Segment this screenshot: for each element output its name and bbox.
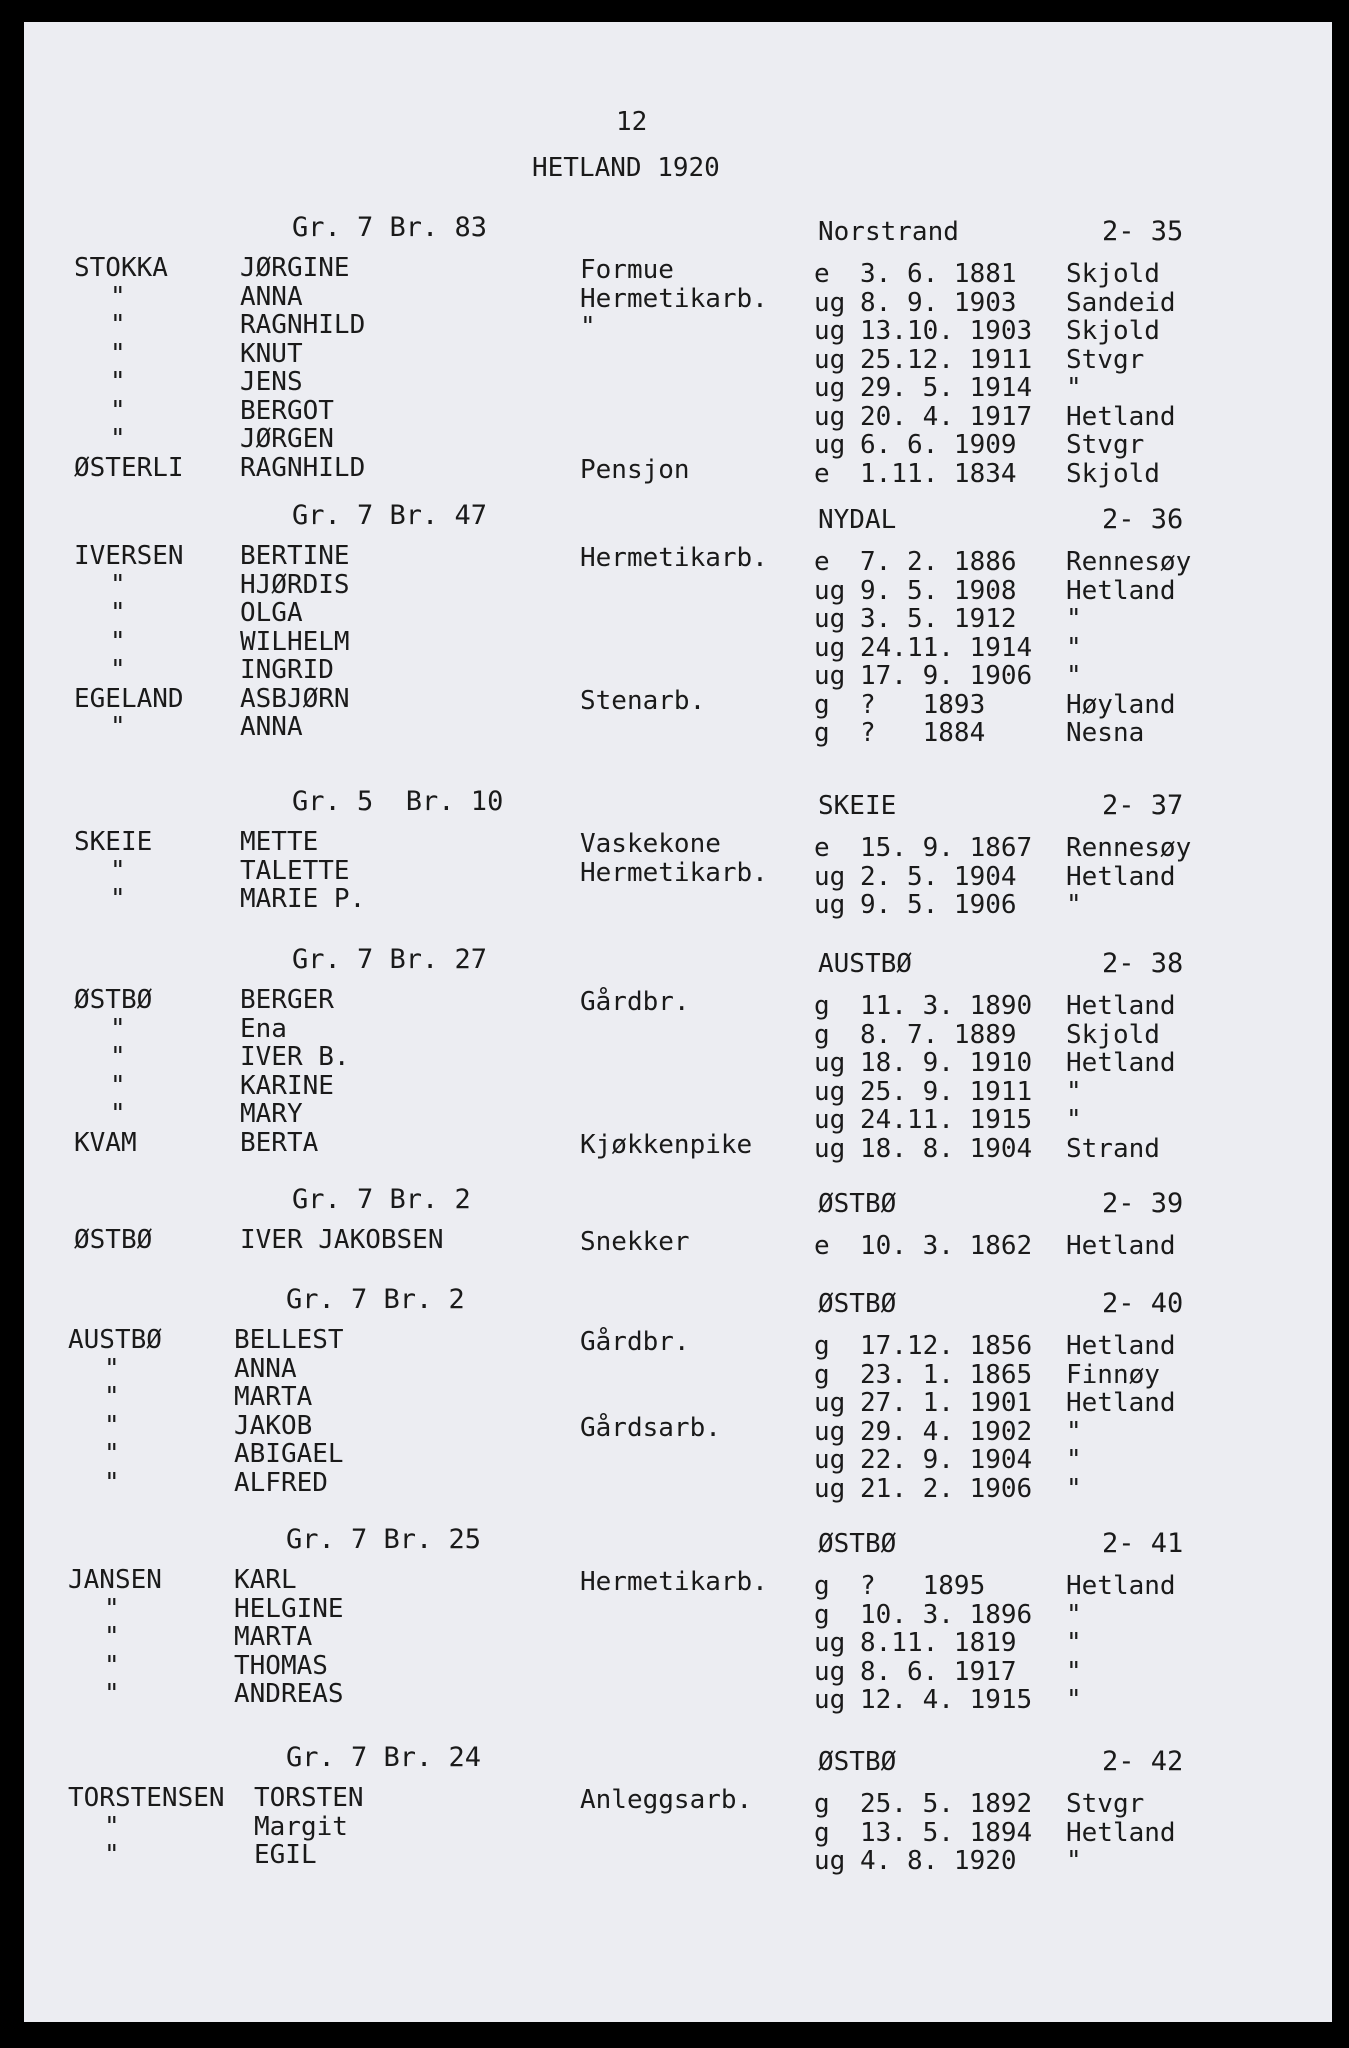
person-birthplace: Hetland (1066, 1817, 1176, 1848)
person-birthplace: Hetland (1066, 1388, 1176, 1418)
person-surname: " (104, 1622, 120, 1652)
person-birthplace: " (1066, 1628, 1082, 1658)
page-title: HETLAND 1920 (532, 153, 720, 183)
place-name: NYDAL (818, 505, 897, 535)
person-birth-date: 27. 1. 1901 (860, 1388, 1033, 1418)
person-given-name: JENS (240, 367, 303, 397)
person-marital-status: g (814, 1789, 830, 1819)
person-given-name: ANNA (240, 712, 303, 742)
person-birth-date: ? 1884 (860, 718, 986, 748)
person-occupation: Gårdsarb. (580, 1412, 721, 1443)
person-birth-date: 20. 4. 1917 (860, 401, 1033, 432)
person-birth-date: 22. 9. 1904 (860, 1445, 1033, 1475)
person-surname: " (110, 712, 126, 742)
person-birth-date: 3. 5. 1912 (860, 604, 1017, 634)
person-marital-status: g (814, 991, 830, 1021)
person-birthplace: Rennesøy (1066, 833, 1192, 863)
person-marital-status: g (814, 1817, 830, 1848)
person-given-name: ANNA (234, 1353, 297, 1384)
person-marital-status: ug (814, 1133, 846, 1164)
person-birthplace: Hetland (1066, 861, 1176, 892)
place-name: ØSTBØ (818, 1529, 897, 1559)
register-number: 2- 36 (1102, 504, 1184, 535)
person-surname: " (110, 1070, 126, 1101)
person-marital-status: e (814, 833, 830, 863)
person-marital-status: g (814, 718, 830, 748)
place-name: ØSTBØ (818, 1189, 897, 1219)
person-given-name: RAGNHILD (240, 452, 366, 483)
person-given-name: JØRGINE (240, 253, 350, 283)
person-given-name: BERGOT (240, 395, 334, 426)
person-surname: IVERSEN (74, 541, 184, 571)
person-given-name: MARTA (234, 1382, 313, 1412)
person-birth-date: 3. 6. 1881 (860, 259, 1017, 289)
person-given-name: KNUT (240, 338, 303, 369)
person-marital-status: ug (814, 1473, 846, 1504)
person-given-name: BERTA (240, 1127, 319, 1158)
person-given-name: METTE (240, 827, 319, 857)
person-given-name: TORSTEN (254, 1783, 364, 1813)
person-marital-status: ug (814, 890, 846, 920)
group-number: Gr. 7 Br. 83 (292, 212, 488, 243)
person-occupation: Vaskekone (580, 829, 721, 859)
person-surname: " (110, 598, 126, 628)
person-surname: " (110, 395, 126, 426)
person-birth-date: 4. 8. 1920 (860, 1846, 1017, 1876)
person-marital-status: ug (814, 1048, 846, 1078)
place-name: ØSTBØ (818, 1747, 897, 1777)
person-surname: EGELAND (74, 683, 184, 714)
person-occupation: Formue (580, 255, 674, 285)
person-marital-status: ug (814, 1628, 846, 1658)
person-birthplace: Rennesøy (1066, 547, 1192, 577)
person-surname: " (104, 1840, 120, 1870)
person-surname: ØSTBØ (74, 985, 153, 1015)
place-name: ØSTBØ (818, 1289, 897, 1319)
person-birthplace: Nesna (1066, 718, 1145, 748)
person-birth-date: 24.11. 1914 (860, 632, 1033, 663)
person-surname: " (104, 1593, 120, 1624)
person-occupation: Gårdbr. (580, 1327, 690, 1357)
person-marital-status: g (814, 1571, 830, 1601)
person-birthplace: Hetland (1066, 1231, 1176, 1261)
person-given-name: MARIE P. (240, 884, 366, 914)
person-birth-date: 10. 3. 1862 (860, 1231, 1033, 1261)
person-given-name: ALFRED (234, 1467, 328, 1498)
person-birth-date: 7. 2. 1886 (860, 547, 1017, 577)
person-surname: " (110, 569, 126, 600)
person-birth-date: 18. 9. 1910 (860, 1048, 1033, 1078)
person-birthplace: " (1066, 1076, 1082, 1107)
person-birthplace: Skjold (1066, 458, 1160, 489)
person-given-name: ASBJØRN (240, 683, 350, 714)
person-given-name: KARL (234, 1565, 297, 1595)
person-birthplace: " (1066, 1656, 1082, 1687)
person-marital-status: ug (814, 287, 846, 318)
person-surname: " (110, 1099, 126, 1129)
person-birthplace: Sandeid (1066, 287, 1176, 318)
person-given-name: INGRID (240, 655, 334, 685)
person-birthplace: Hetland (1066, 991, 1176, 1021)
person-marital-status: e (814, 547, 830, 577)
person-surname: " (104, 1353, 120, 1384)
person-given-name: KARINE (240, 1070, 334, 1101)
person-surname: " (110, 626, 126, 657)
person-marital-status: e (814, 458, 830, 489)
register-number: 2- 35 (1102, 216, 1184, 247)
person-birth-date: 25. 5. 1892 (860, 1789, 1033, 1819)
person-surname: " (110, 1013, 126, 1044)
person-birthplace: Hetland (1066, 1331, 1176, 1361)
person-given-name: WILHELM (240, 626, 350, 657)
person-marital-status: e (814, 1231, 830, 1261)
person-surname: " (104, 1811, 120, 1842)
person-birthplace: " (1066, 1445, 1082, 1475)
person-marital-status: ug (814, 575, 846, 606)
person-marital-status: e (814, 259, 830, 289)
person-occupation: Hermetikarb. (580, 283, 768, 314)
person-given-name: JØRGEN (240, 424, 334, 454)
person-birthplace: Finnøy (1066, 1359, 1160, 1390)
person-birth-date: 13. 5. 1894 (860, 1817, 1033, 1848)
person-birth-date: 24.11. 1915 (860, 1105, 1033, 1135)
person-occupation: Anleggsarb. (580, 1785, 753, 1815)
person-birthplace: Stvgr (1066, 344, 1145, 375)
place-name: AUSTBØ (818, 949, 912, 979)
page-number: 12 (616, 107, 648, 137)
person-surname: " (104, 1679, 120, 1709)
person-surname: AUSTBØ (68, 1325, 162, 1355)
person-birthplace: " (1066, 1685, 1082, 1715)
person-marital-status: ug (814, 1656, 846, 1687)
person-birthplace: Strand (1066, 1133, 1160, 1164)
person-surname: " (110, 424, 126, 454)
person-birth-date: 17.12. 1856 (860, 1331, 1033, 1361)
register-number: 2- 40 (1102, 1288, 1184, 1319)
person-given-name: TALETTE (240, 855, 350, 886)
group-number: Gr. 7 Br. 2 (292, 1184, 471, 1215)
register-number: 2- 42 (1102, 1746, 1184, 1777)
person-birthplace: " (1066, 1105, 1082, 1135)
person-surname: " (104, 1410, 120, 1441)
person-birth-date: 23. 1. 1865 (860, 1359, 1033, 1390)
person-marital-status: ug (814, 1076, 846, 1107)
person-occupation: Kjøkkenpike (580, 1129, 753, 1160)
person-surname: " (110, 855, 126, 886)
person-surname: ØSTERLI (74, 452, 184, 483)
person-birthplace: " (1066, 373, 1082, 403)
group-number: Gr. 7 Br. 25 (286, 1524, 482, 1555)
person-occupation: Stenarb. (580, 685, 706, 716)
person-surname: " (104, 1439, 120, 1469)
person-birthplace: Skjold (1066, 316, 1160, 346)
person-birthplace: " (1066, 1416, 1082, 1447)
person-birthplace: Høyland (1066, 689, 1176, 720)
person-marital-status: ug (814, 861, 846, 892)
person-surname: ØSTBØ (74, 1225, 153, 1255)
person-birthplace: Stvgr (1066, 1789, 1145, 1819)
person-birth-date: 12. 4. 1915 (860, 1685, 1033, 1715)
person-birth-date: 1.11. 1834 (860, 458, 1017, 489)
person-given-name: Margit (254, 1811, 348, 1842)
person-given-name: MARTA (234, 1622, 313, 1652)
group-number: Gr. 5 Br. 10 (292, 786, 504, 817)
person-marital-status: g (814, 1331, 830, 1361)
person-birth-date: 9. 5. 1908 (860, 575, 1017, 606)
person-marital-status: g (814, 689, 830, 720)
person-marital-status: ug (814, 401, 846, 432)
register-number: 2- 41 (1102, 1528, 1184, 1559)
person-given-name: BELLEST (234, 1325, 344, 1355)
person-birth-date: 8. 9. 1903 (860, 287, 1017, 318)
person-occupation: Hermetikarb. (580, 543, 768, 573)
person-birthplace: " (1066, 1846, 1082, 1876)
person-surname: KVAM (74, 1127, 137, 1158)
person-given-name: IVER B. (240, 1042, 350, 1072)
person-marital-status: g (814, 1359, 830, 1390)
person-surname: " (110, 655, 126, 685)
person-birth-date: 8.11. 1819 (860, 1628, 1017, 1658)
register-number: 2- 37 (1102, 790, 1184, 821)
person-marital-status: g (814, 1019, 830, 1050)
person-birthplace: " (1066, 661, 1082, 691)
person-occupation: Hermetikarb. (580, 1567, 768, 1597)
person-surname: " (104, 1382, 120, 1412)
person-birth-date: 8. 6. 1917 (860, 1656, 1017, 1687)
person-birth-date: 29. 4. 1902 (860, 1416, 1033, 1447)
register-number: 2- 38 (1102, 948, 1184, 979)
person-given-name: ANDREAS (234, 1679, 344, 1709)
person-given-name: Ena (240, 1013, 287, 1044)
person-marital-status: ug (814, 430, 846, 460)
person-given-name: JAKOB (234, 1410, 313, 1441)
person-birth-date: 17. 9. 1906 (860, 661, 1033, 691)
person-given-name: BERTINE (240, 541, 350, 571)
person-birth-date: 25.12. 1911 (860, 344, 1033, 375)
person-marital-status: g (814, 1599, 830, 1630)
person-surname: " (110, 1042, 126, 1072)
person-marital-status: ug (814, 1685, 846, 1715)
person-given-name: EGIL (254, 1840, 317, 1870)
place-name: Norstrand (818, 217, 959, 247)
person-marital-status: ug (814, 344, 846, 375)
person-occupation: Gårdbr. (580, 987, 690, 1017)
person-marital-status: ug (814, 1388, 846, 1418)
person-occupation: Hermetikarb. (580, 857, 768, 888)
group-number: Gr. 7 Br. 2 (286, 1284, 465, 1315)
person-birth-date: 29. 5. 1914 (860, 373, 1033, 403)
person-marital-status: ug (814, 1416, 846, 1447)
person-given-name: OLGA (240, 598, 303, 628)
person-given-name: ANNA (240, 281, 303, 312)
person-birthplace: Hetland (1066, 1048, 1176, 1078)
person-given-name: THOMAS (234, 1650, 328, 1681)
group-number: Gr. 7 Br. 24 (286, 1742, 482, 1773)
person-surname: SKEIE (74, 827, 153, 857)
person-birthplace: Skjold (1066, 259, 1160, 289)
person-marital-status: ug (814, 604, 846, 634)
register-number: 2- 39 (1102, 1188, 1184, 1219)
person-birth-date: 13.10. 1903 (860, 316, 1033, 346)
person-birth-date: ? 1895 (860, 1571, 986, 1601)
person-birth-date: 8. 7. 1889 (860, 1019, 1017, 1050)
person-marital-status: ug (814, 1846, 846, 1876)
person-surname: " (110, 367, 126, 397)
person-marital-status: ug (814, 316, 846, 346)
group-number: Gr. 7 Br. 47 (292, 500, 488, 531)
person-given-name: BERGER (240, 985, 334, 1015)
person-birthplace: " (1066, 604, 1082, 634)
person-surname: " (104, 1467, 120, 1498)
person-birthplace: Skjold (1066, 1019, 1160, 1050)
person-birth-date: 6. 6. 1909 (860, 430, 1017, 460)
person-given-name: HELGINE (234, 1593, 344, 1624)
person-birth-date: 18. 8. 1904 (860, 1133, 1033, 1164)
person-birth-date: 10. 3. 1896 (860, 1599, 1033, 1630)
person-birth-date: 15. 9. 1867 (860, 833, 1033, 863)
person-surname: " (110, 884, 126, 914)
person-occupation: Pensjon (580, 454, 690, 485)
person-birth-date: 21. 2. 1906 (860, 1473, 1033, 1504)
person-surname: " (110, 310, 126, 340)
person-surname: " (110, 338, 126, 369)
person-marital-status: ug (814, 1105, 846, 1135)
person-birthplace: " (1066, 1473, 1082, 1504)
person-marital-status: ug (814, 632, 846, 663)
person-marital-status: ug (814, 1445, 846, 1475)
person-birthplace: " (1066, 890, 1082, 920)
person-surname: TORSTENSEN (68, 1783, 225, 1813)
person-birthplace: Hetland (1066, 575, 1176, 606)
person-given-name: ABIGAEL (234, 1439, 344, 1469)
person-birthplace: " (1066, 1599, 1082, 1630)
place-name: SKEIE (818, 791, 897, 821)
person-birth-date: 25. 9. 1911 (860, 1076, 1033, 1107)
document-page (24, 22, 1332, 2022)
person-surname: STOKKA (74, 253, 168, 283)
person-birthplace: Hetland (1066, 401, 1176, 432)
person-surname: " (104, 1650, 120, 1681)
person-given-name: RAGNHILD (240, 310, 366, 340)
person-surname: JANSEN (68, 1565, 162, 1595)
person-occupation: " (580, 312, 596, 342)
person-birthplace: " (1066, 632, 1082, 663)
person-birth-date: 11. 3. 1890 (860, 991, 1033, 1021)
person-given-name: IVER JAKOBSEN (240, 1225, 444, 1255)
person-given-name: MARY (240, 1099, 303, 1129)
person-birthplace: Hetland (1066, 1571, 1176, 1601)
person-occupation: Snekker (580, 1227, 690, 1257)
group-number: Gr. 7 Br. 27 (292, 944, 488, 975)
person-birth-date: 9. 5. 1906 (860, 890, 1017, 920)
person-birthplace: Stvgr (1066, 430, 1145, 460)
person-birth-date: ? 1893 (860, 689, 986, 720)
person-given-name: HJØRDIS (240, 569, 350, 600)
person-surname: " (110, 281, 126, 312)
person-birth-date: 2. 5. 1904 (860, 861, 1017, 892)
person-marital-status: ug (814, 373, 846, 403)
person-marital-status: ug (814, 661, 846, 691)
